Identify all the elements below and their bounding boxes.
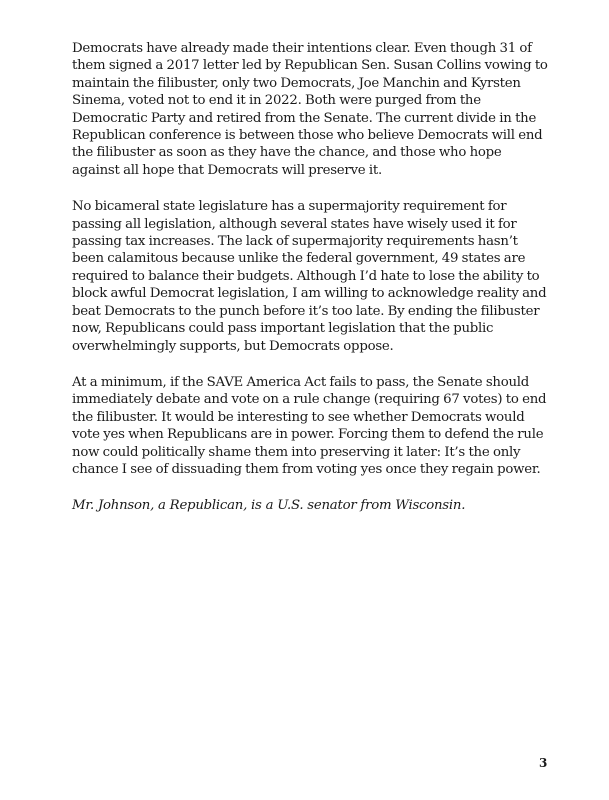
paragraph-save-america-act: At a minimum, if the SAVE America Act fails to pass, the Senate should immediately debate and vote on a rule change (requiring 67 votes) to end the filibuster. It would be interesting to see whether Democrats would vote yes when Republicans are in power. Forcing them to defend the rule now could politically shame them into preserving it later: It’s the only chance I see of dissuading them from voting yes once they regain power. bbox=[72, 374, 547, 477]
paragraph-state-legislatures: No bicameral state legislature has a supermajority requirement for passing all legislation, although several states have wisely used it for passing tax increases. The lack of supermajority requirements hasn’t been calamitous because unlike the federal government, 49 states are required to balance their budgets. Although I’d hate to lose the ability to block awful Democrat legislation, I am willing to acknowledge reality and beat Democrats to the punch before it’s too late. By ending the filibuster now, Republicans could pass important legislation that the public overwhelmingly supports, but Democrats oppose. bbox=[72, 199, 547, 354]
page-number: 3 bbox=[539, 756, 548, 770]
paragraph-filibuster-intentions: Democrats have already made their intentions clear. Even though 31 of them signed a 2017 letter led by Republican Sen. Susan Collins vowing to maintain the filibuster, only two Democrats, Joe Manchin and Kyrsten Sinema, voted not to end it in 2022. Both were purged from the Democratic Party and retired from the Senate. The current divide in the Republican conference is between those who believe Democrats will end the filibuster as soon as they have the chance, and those who hope against all hope that Democrats will preserve it. bbox=[72, 41, 548, 178]
article-body bbox=[72, 40, 550, 515]
author-byline: Mr. Johnson, a Republican, is a U.S. senator from Wisconsin. bbox=[72, 498, 466, 514]
